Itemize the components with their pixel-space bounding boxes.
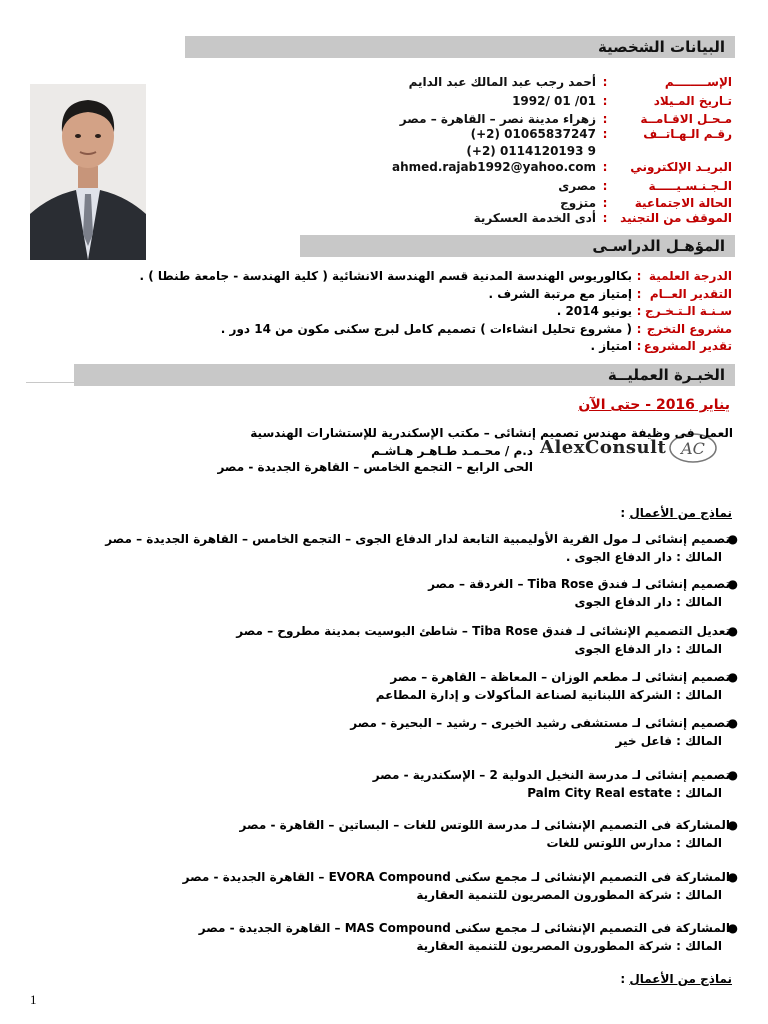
project-item: ●تصميم إنشائى لـ مدرسة النخيل الدولية 2 – الإسكندرية - مصر المالك : Palm City Real estate: [372, 768, 738, 800]
project-item: ●المشاركة فى التصميم الإنشائى لـ مدرسة اللوتس للغات – البساتين – القاهرة - مصر المالك : مدارس اللوتس للغات: [239, 818, 738, 850]
project-item: ●المشاركة فى التصميم الإنشائى لـ مجمع سكنى EVORA Compound – القاهرة الجديدة - مصر المالك : شركة المطورون المصريون للتنمية العقارية: [182, 870, 738, 902]
personal-section-bar: [185, 36, 735, 58]
education-row-year: سـنـة الـتـخـرج:يونيو 2014 .: [556, 304, 732, 318]
manager-line: د.م / محـمـد طـاهـر هـاشـم: [371, 444, 533, 458]
experience-period: يناير 2016 - حتى الآن: [578, 397, 730, 413]
bullet-icon: ●: [727, 577, 738, 591]
bullet-icon: ●: [727, 768, 738, 782]
personal-row-military: الموقف من التجنيد:أدى الخدمة العسكرية: [473, 211, 732, 225]
education-row-degree: الدرجة العلمية:بكالوريوس الهندسة المدنية قسم الهندسة الانشائية ( كلية الهندسة - جامعة طنطا ) .: [139, 269, 732, 283]
personal-row-nationality: الـجـنـسـيـــــة:مصرى: [558, 179, 732, 193]
project-item: ●تصميم إنشائى لـ مستشفى رشيد الخيرى – رشيد – البحيرة - مصر المالك : فاعل خير: [350, 716, 738, 748]
project-item: ●تصميم إنشائى لـ مول القرية الأوليمبية التابعة لدار الدفاع الجوى – التجمع الخامس – القاهرة الجديدة – مصر المالك : دار الدفاع الجوى .: [105, 532, 738, 564]
email-link[interactable]: ahmed.rajab1992@yahoo.com: [391, 160, 596, 174]
bullet-icon: ●: [727, 532, 738, 546]
education-row-project: مشروع التخرج:( مشروع تحليل انشاءات ) تصميم كامل لبرج سكنى مكون من 14 دور .: [220, 322, 732, 336]
education-section-bar: [300, 235, 735, 257]
education-row-project-grade: تقدير المشروع:امتياز .: [590, 339, 732, 353]
personal-row-birthdate: تـاريخ المـيلاد:1992/ 01 /01: [512, 94, 732, 108]
personal-row-name: الإســــــــم:أحمد رجب عبد المالك عبد الدايم: [408, 75, 732, 89]
bullet-icon: ●: [727, 818, 738, 832]
personal-row-phone: رقـم الـهـاتــف:(+2) 01065837247: [470, 127, 732, 141]
address-line: الحى الرابع – التجمع الخامس – القاهرة الجديدة - مصر: [217, 460, 533, 474]
bullet-icon: ●: [727, 670, 738, 684]
bullet-icon: ●: [727, 870, 738, 884]
personal-row-marital: الحالة الاجتماعية:متزوج: [560, 196, 732, 210]
samples-title: نماذج من الأعمال :: [620, 506, 732, 520]
education-section-title: المؤهـل الدراسـى: [592, 237, 725, 255]
person-avatar-icon: [30, 84, 146, 260]
bullet-icon: ●: [727, 921, 738, 935]
alexconsult-logo: AlexConsult: [540, 437, 667, 458]
experience-section-bar: [74, 364, 735, 386]
bullet-icon: ●: [727, 716, 738, 730]
samples-title-2: نماذج من الأعمال :: [620, 972, 732, 986]
personal-row-address: مـحـل الاقـامــة:زهراء مدينة نصر – القاهرة – مصر: [399, 112, 732, 126]
education-row-grade: التقدير العــام:إمتياز مع مرتبة الشرف .: [488, 287, 732, 301]
personal-section-title: البيانات الشخصية: [597, 38, 725, 56]
personal-row-phone2: (+2) 0114120193 9: [466, 144, 596, 158]
project-item: ●تعديل التصميم الإنشائى لـ فندق Tiba Rose – شاطئ البوسيت بمدينة مطروح – مصر المالك : دار الدفاع الجوى: [236, 624, 738, 656]
profile-photo: [30, 84, 146, 260]
svg-text:AC: AC: [681, 439, 705, 458]
experience-divider: [26, 382, 76, 383]
project-item: ●تصميم إنشائى لـ فندق Tiba Rose – الغردقة – مصر المالك : دار الدفاع الجوى: [428, 577, 738, 609]
project-item: ●المشاركة فى التصميم الإنشائى لـ مجمع سكنى MAS Compound – القاهرة الجديدة - مصر المالك : شركة المطورون المصريون للتنمية العقارية: [198, 921, 738, 953]
project-item: ●تصميم إنشائى لـ مطعم الوزان – المعاظة – القاهرة – مصر المالك : الشركة اللبنانية لصناعة المأكولات و إدارة المطاعم: [375, 670, 738, 702]
personal-row-email: البريـد الإلكتروني:ahmed.rajab1992@yahoo.com: [392, 157, 732, 177]
bullet-icon: ●: [727, 624, 738, 638]
experience-section-title: الخبـرة العمليــة: [607, 366, 725, 384]
page-number: 1: [30, 992, 37, 1007]
job-line: العمل فى وظيفة مهندس تصميم إنشائى – مكتب الإسكندرية للإستشارات الهندسية: [250, 426, 733, 440]
